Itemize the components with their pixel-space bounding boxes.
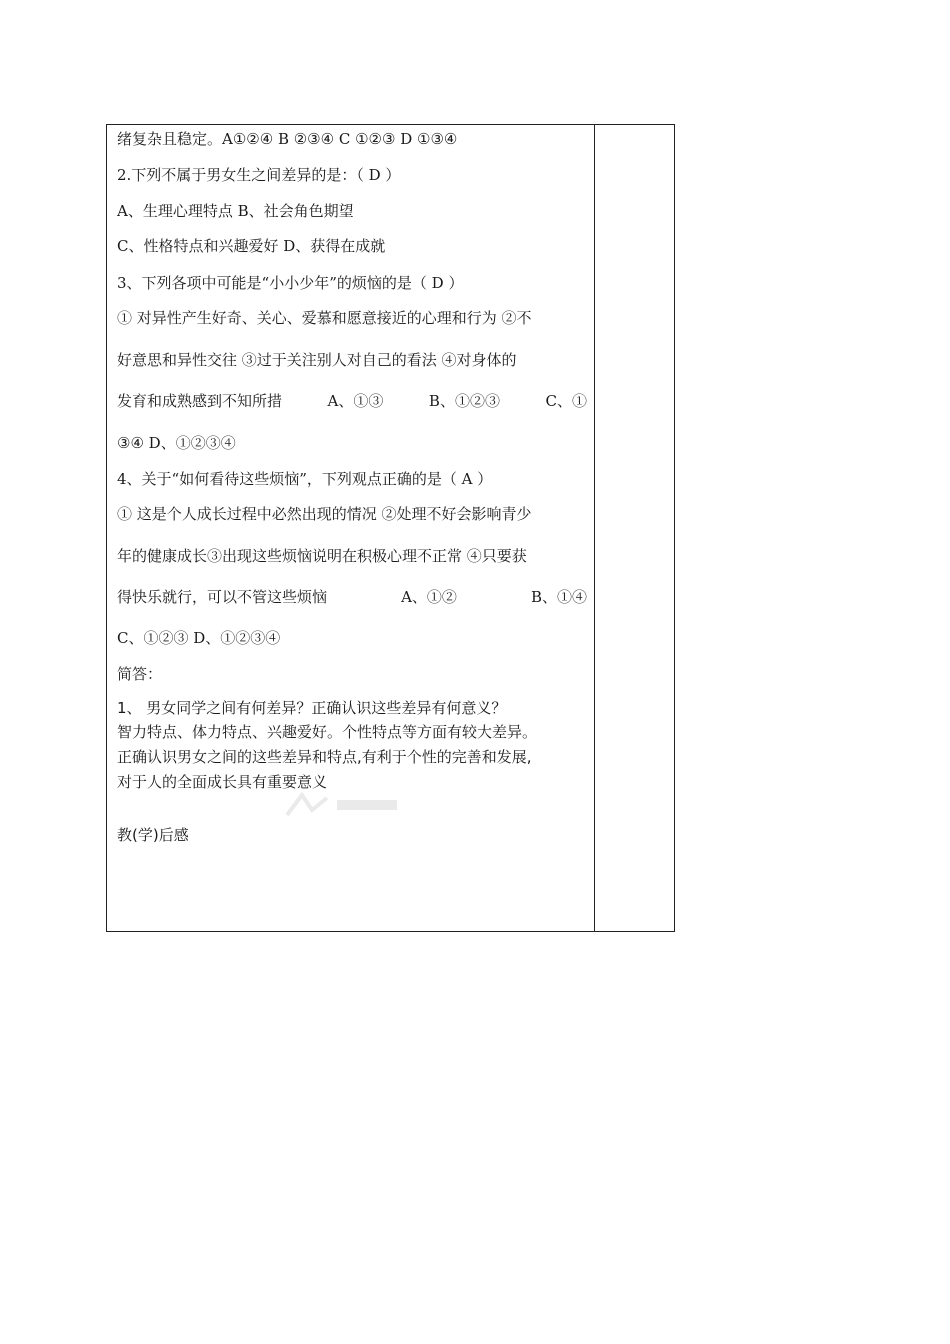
notes-cell — [595, 125, 674, 931]
short-answer-question-1: 1、 男女同学之间有何差异？正确认识这些差异有何意义？ — [117, 699, 507, 717]
question-3-line-1: ① 对异性产生好奇、关心、爱慕和愿意接近的心理和行为 ②不 — [117, 309, 532, 327]
question-3-line-3 — [117, 391, 587, 411]
text-segment: 发育和成熟感到不知所措 — [117, 392, 283, 410]
question-3-line-4: ③④ D、①②③④ — [117, 434, 236, 452]
question-4-line-1: ① 这是个人成长过程中必然出现的情况 ②处理不好会影响青少 — [117, 505, 532, 523]
question-3-line-2: 好意思和异性交往 ③过于关注别人对自己的看法 ④对身体的 — [117, 351, 517, 369]
option-a: A、①③ — [327, 392, 384, 410]
content-cell — [107, 125, 594, 931]
question-4-line-3 — [117, 587, 587, 607]
question-4-line-4: C、①②③ D、①②③④ — [117, 629, 281, 647]
document-table — [106, 124, 675, 932]
question-3: 3、下列各项中可能是“小小少年”的烦恼的是（ D ） — [117, 274, 464, 292]
question-2-options-cd: C、性格特点和兴趣爱好 D、获得在成就 — [117, 237, 386, 255]
question-4-line-2: 年的健康成长③出现这些烦恼说明在积极心理不正常 ④只要获 — [117, 547, 527, 565]
question-4: 4、关于“如何看待这些烦恼”，下列观点正确的是（ A ） — [117, 470, 493, 488]
question-2-options-ab: A、生理心理特点 B、社会角色期望 — [117, 202, 354, 220]
text-segment: 得快乐就行，可以不管这些烦恼 — [117, 588, 328, 606]
option-a: A、①② — [401, 588, 457, 606]
option-c: C、① — [545, 392, 587, 410]
short-answer-answer-line-3: 对于人的全面成长具有重要意义 — [117, 773, 328, 791]
short-answer-answer-line-2: 正确认识男女之间的这些差异和特点,有利于个性的完善和发展, — [117, 748, 532, 766]
option-b: B、①④ — [530, 588, 587, 606]
short-answer-heading: 简答： — [117, 665, 163, 683]
text-line: 绪复杂且稳定。A①②④ B ②③④ C ①②③ D ①③④ — [117, 130, 458, 148]
watermark-logo — [282, 790, 402, 820]
short-answer-answer-line-1: 智力特点、体力特点、兴趣爱好。个性特点等方面有较大差异。 — [117, 723, 538, 741]
question-2: 2.下列不属于男女生之间差异的是：（ D ） — [117, 166, 401, 184]
reflection-heading: 教(学)后感 — [117, 826, 189, 844]
option-b: B、①②③ — [428, 392, 500, 410]
